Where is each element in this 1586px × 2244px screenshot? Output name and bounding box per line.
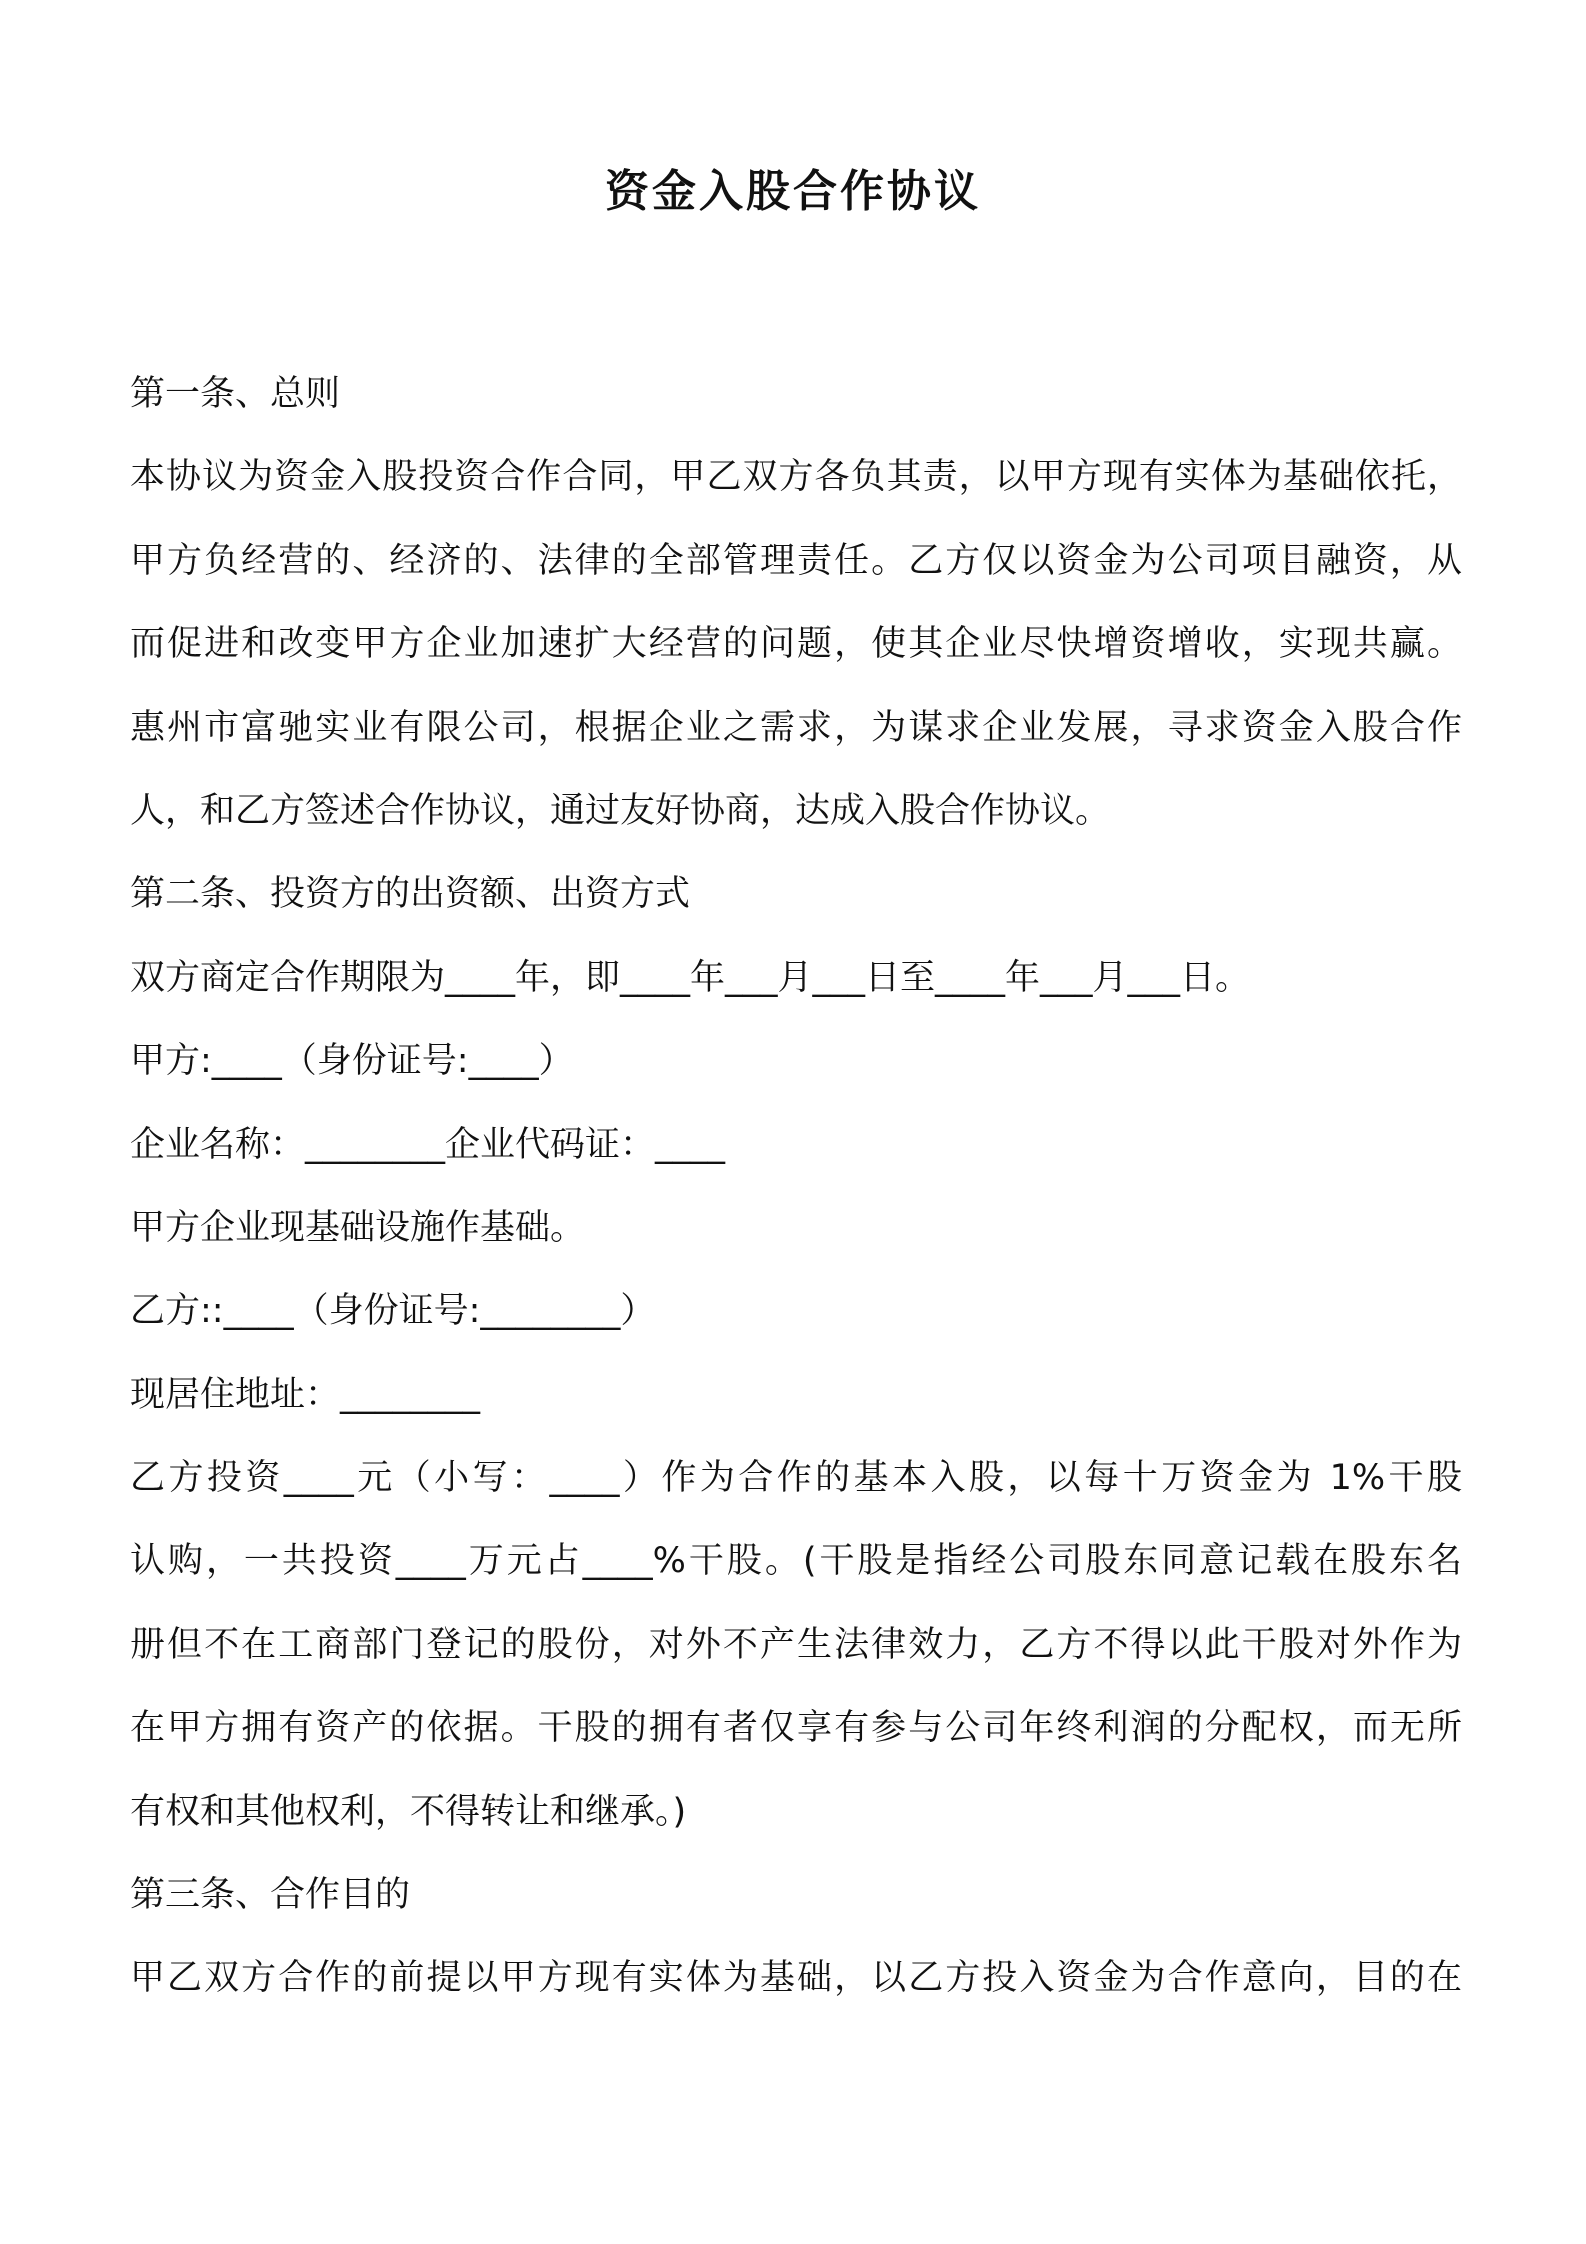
paragraph-line: 人，和乙方签述合作协议，通过友好协商，达成入股合作协议。 [130, 790, 1111, 831]
paragraph-line: 甲方负经营的、经济的、法律的全部管理责任。乙方仅以资金为公司项目融资，从 [130, 540, 1462, 581]
paragraph-line: 企业名称：________企业代码证：____ [130, 1124, 726, 1165]
paragraph-line: 有权和其他权利，不得转让和继承。) [130, 1791, 687, 1832]
paragraph-line: 甲乙双方合作的前提以甲方现有实体为基础，以乙方投入资金为合作意向，目的在 [130, 1958, 1462, 1999]
paragraph-line: 现居住地址：________ [130, 1374, 481, 1415]
paragraph-line: 甲方企业现基础设施作基础。 [130, 1207, 586, 1248]
section-heading: 第三条、合作目的 [130, 1875, 411, 1916]
paragraph-line: 认购，一共投资____万元占____%干股。(干股是指经公司股东同意记载在股东名 [130, 1541, 1462, 1582]
section-heading: 第一条、总则 [130, 374, 341, 414]
paragraph-line: 乙方::____（身份证号:________） [130, 1291, 656, 1332]
paragraph-line: 双方商定合作期限为____年，即____年___月___日至____年___月___日。 [130, 957, 1251, 998]
section-heading: 第二条、投资方的出资额、出资方式 [130, 874, 691, 915]
paragraph-line: 惠州市富驰实业有限公司，根据企业之需求，为谋求企业发展，寻求资金入股合作 [130, 707, 1462, 748]
paragraph-line: 甲方:____（身份证号:____） [130, 1041, 574, 1082]
paragraph-line: 而促进和改变甲方企业加速扩大经营的问题，使其企业尽快增资增收，实现共赢。 [130, 624, 1462, 665]
paragraph-line: 本协议为资金入股投资合作合同，甲乙双方各负其责，以甲方现有实体为基础依托， [130, 457, 1462, 498]
document-body [130, 353, 1462, 2021]
document-title: 资金入股合作协议 [605, 166, 981, 217]
paragraph-line: 册但不在工商部门登记的股份，对外不产生法律效力，乙方不得以此干股对外作为 [130, 1624, 1462, 1665]
paragraph-line: 乙方投资____元（小写：____）作为合作的基本入股，以每十万资金为 1%干股 [130, 1458, 1462, 1499]
paragraph-line: 在甲方拥有资产的依据。干股的拥有者仅享有参与公司年终利润的分配权，而无所 [130, 1708, 1462, 1749]
